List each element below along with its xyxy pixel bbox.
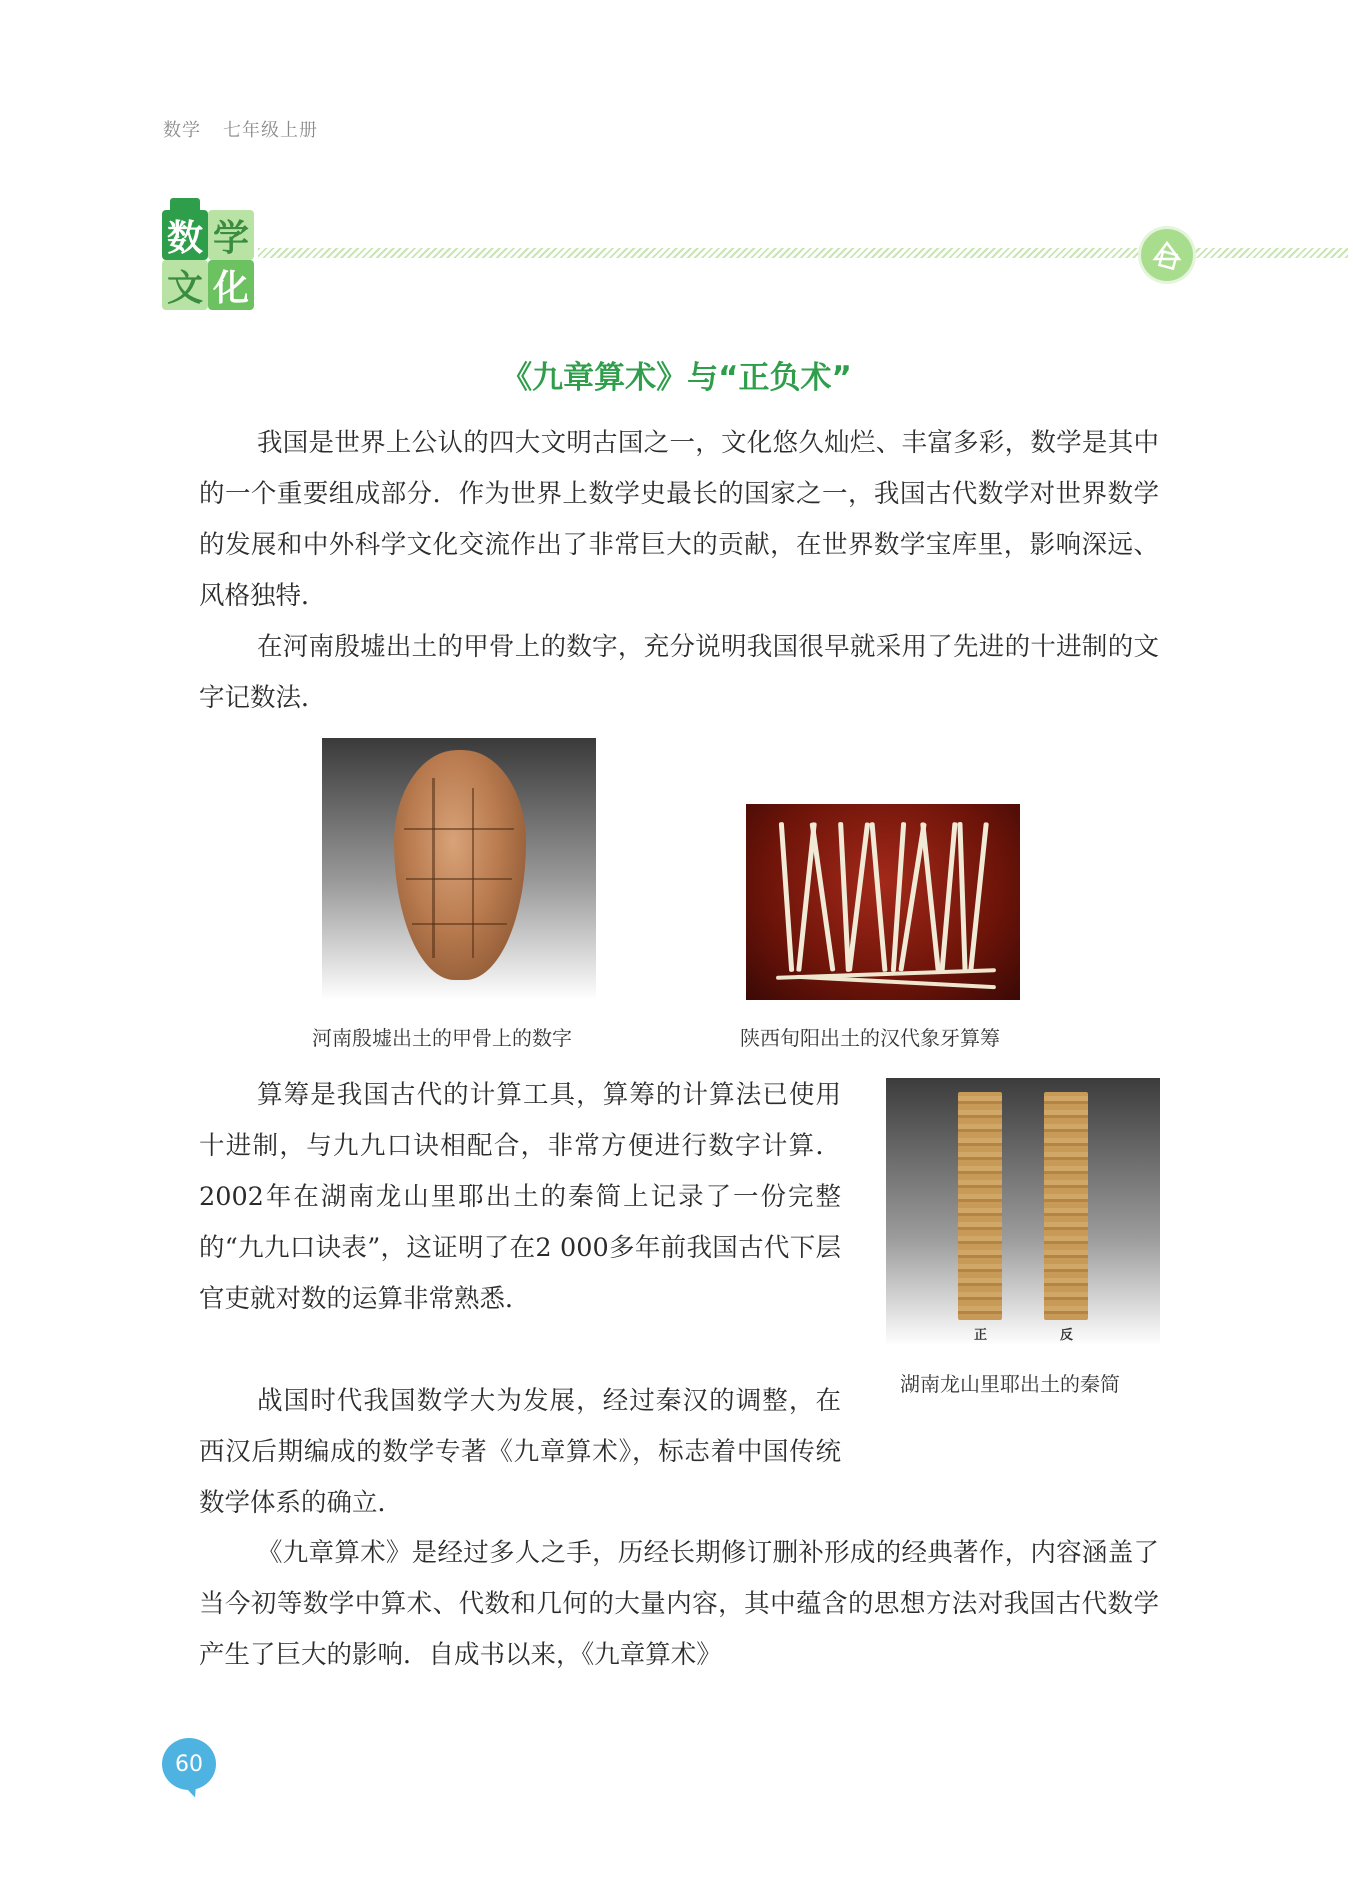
paragraph: 算筹是我国古代的计算工具，算筹的计算法已使用十进制，与九九口诀相配合，非常方便进行数字计算．2002年在湖南龙山里耶出土的秦简上记录了一份完整的“九九口诀表”，这证明了在2 000多年前我国古代下层官吏就对数的运算非常熟悉． — [199, 1080, 841, 1314]
caption-oracle-bone: 河南殷墟出土的甲骨上的数字 — [312, 1026, 572, 1050]
running-header — [163, 116, 318, 142]
oracle-bone-photo — [322, 738, 596, 1000]
paragraph: 我国是世界上公认的四大文明古国之一，文化悠久灿烂、丰富多彩，数学是其中的一个重要组成部分．作为世界上数学史最长的国家之一，我国古代数学对世界数学的发展和中外科学文化交流作出了非常巨大的贡献，在世界数学宝库里，影响深远、风格独特． — [199, 428, 1159, 611]
section-title: 《九章算术》与“正负术” — [501, 360, 852, 396]
geometry-emblem-icon — [1138, 226, 1196, 284]
badge-char: 数 — [162, 210, 208, 260]
paragraph: 《九章算术》是经过多人之手，历经长期修订删补形成的经典著作，内容涵盖了当今初等数学中算术、代数和几何的大量内容，其中蕴含的思想方法对我国古代数学产生了巨大的影响．自成书以来，《九章算术》 — [199, 1538, 1159, 1670]
slip-label-front: 正 — [974, 1328, 988, 1343]
badge-char: 文 — [162, 260, 208, 310]
paragraph: 战国时代我国数学大为发展，经过秦汉的调整，在西汉后期编成的数学专著《九章算术》，标志着中国传统数学体系的确立． — [199, 1386, 841, 1518]
badge-char: 化 — [208, 260, 254, 310]
paragraph: 在河南殷墟出土的甲骨上的数字，充分说明我国很早就采用了先进的十进制的文字记数法． — [199, 632, 1159, 713]
badge-char: 学 — [208, 210, 254, 260]
slip-label-back: 反 — [1060, 1328, 1074, 1343]
caption-bamboo-slips: 湖南龙山里耶出土的秦简 — [900, 1372, 1120, 1396]
math-culture-badge — [162, 198, 258, 308]
ivory-rods-photo — [746, 804, 1020, 1000]
header-grade: 七年级上册 — [223, 120, 318, 141]
bamboo-slips-photo — [886, 1078, 1160, 1346]
header-subject: 数学 — [163, 120, 201, 141]
page-number: 60 — [162, 1738, 216, 1790]
caption-ivory-rods: 陕西旬阳出土的汉代象牙算筹 — [740, 1026, 1000, 1050]
